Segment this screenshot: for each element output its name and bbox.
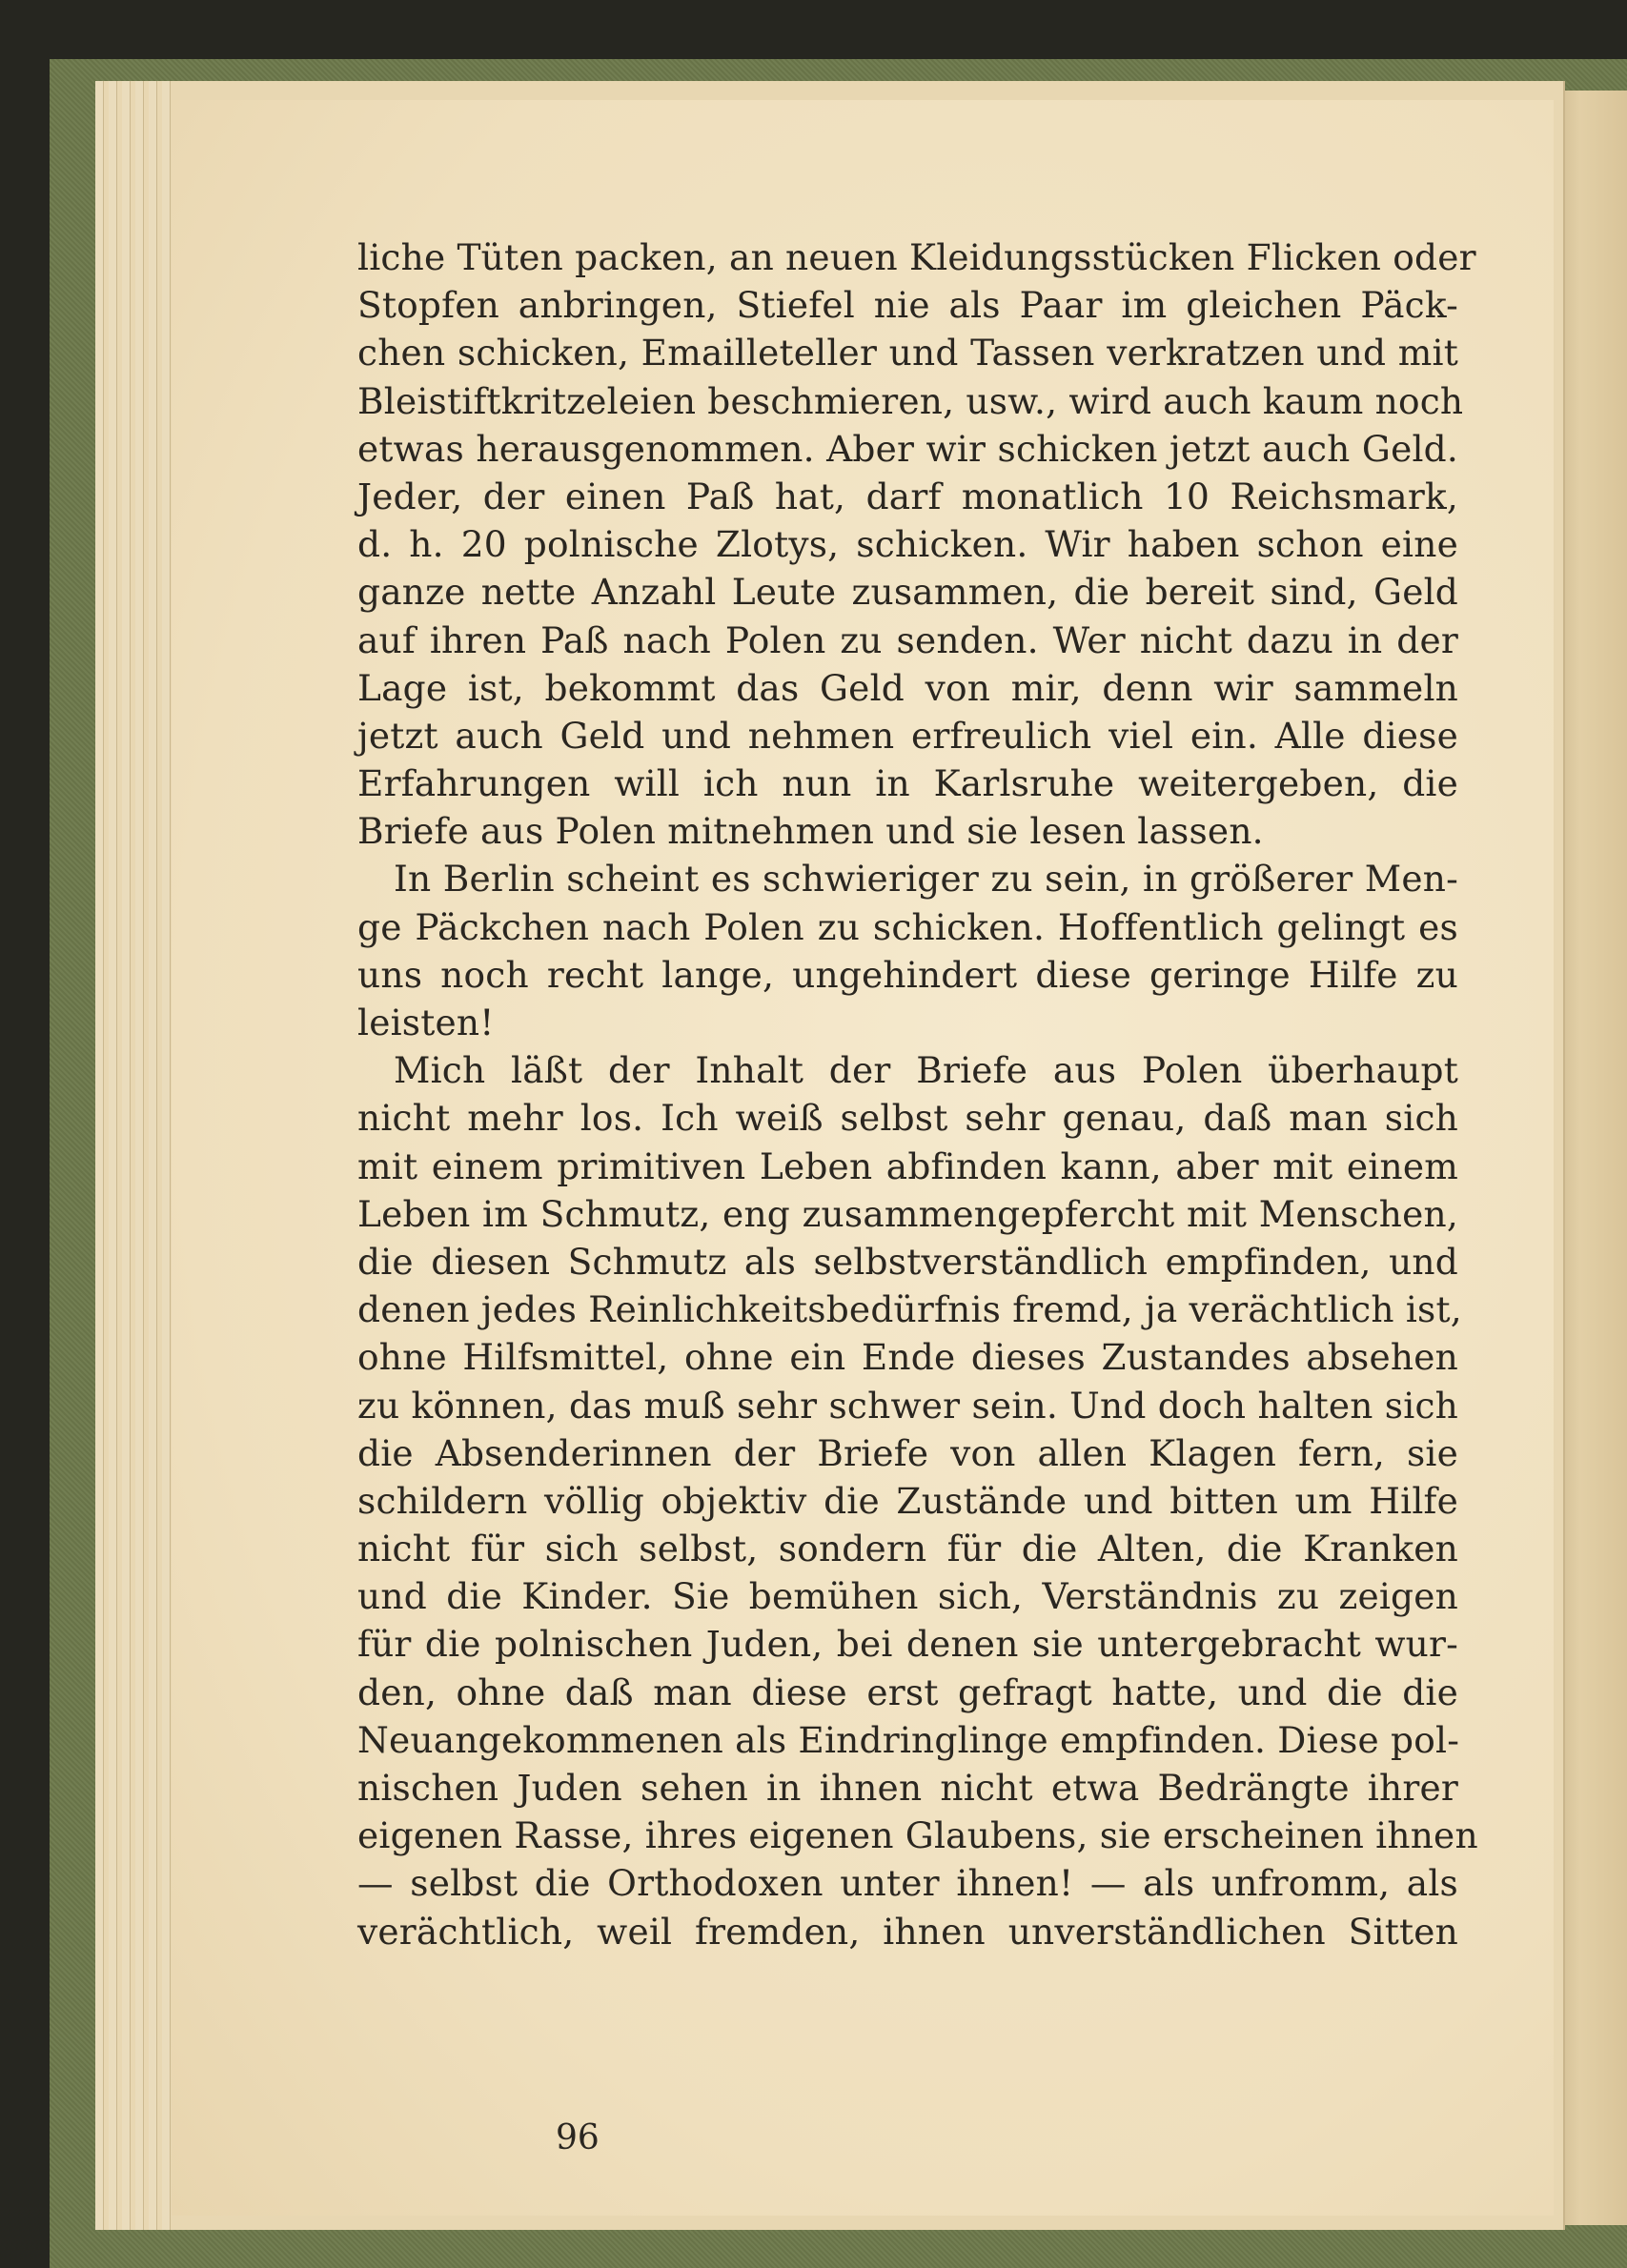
- page-edge: [162, 81, 171, 2230]
- text-line: ganze nette Anzahl Leute zusammen, die bereit sind, Geld: [357, 571, 1458, 614]
- text-line: und die Kinder. Sie bemühen sich, Verständnis zu zeigen: [357, 1575, 1458, 1618]
- text-line: In Berlin scheint es schwieriger zu sein, in größerer Men-: [394, 858, 1458, 901]
- page-number: 96: [556, 2118, 600, 2157]
- text-line: eigenen Rasse, ihres eigenen Glaubens, sie erscheinen ihnen: [357, 1814, 1478, 1857]
- text-line: ohne Hilfsmittel, ohne ein Ende dieses Zustandes absehen: [357, 1336, 1458, 1379]
- text-line: Mich läßt der Inhalt der Briefe aus Polen überhaupt: [394, 1049, 1458, 1092]
- text-line: verächtlich, weil fremden, ihnen unverständlichen Sitten: [357, 1910, 1458, 1953]
- text-line: nischen Juden sehen in ihnen nicht etwa Bedrängte ihrer: [357, 1767, 1458, 1809]
- text-line: den, ohne daß man diese erst gefragt hatte, und die die: [357, 1671, 1458, 1713]
- text-line: nicht für sich selbst, sondern für die Alten, die Kranken: [357, 1528, 1458, 1570]
- text-line: d. h. 20 polnische Zlotys, schicken. Wir haben schon eine: [357, 523, 1458, 566]
- text-line: liche Tüten packen, an neuen Kleidungsstücken Flicken oder: [357, 236, 1476, 278]
- text-line: die Absenderinnen der Briefe von allen Klagen fern, sie: [357, 1431, 1458, 1474]
- text-line: — selbst die Orthodoxen unter ihnen! — als unfromm, als: [357, 1862, 1458, 1905]
- text-line: denen jedes Reinlichkeitsbedürfnis fremd, ja verächtlich ist,: [357, 1288, 1462, 1331]
- page-edge: [122, 81, 131, 2230]
- text-line: leisten!: [357, 1002, 495, 1043]
- page-edge: [95, 81, 104, 2230]
- text-line: für die polnischen Juden, bei denen sie untergebracht wur-: [357, 1623, 1458, 1666]
- page-edge: [109, 81, 117, 2230]
- text-line: Bleistiftkritzeleien beschmieren, usw., wird auch kaum noch: [357, 379, 1464, 422]
- text-line: schildern völlig objektiv die Zustände und bitten um Hilfe: [357, 1479, 1458, 1522]
- text-line: die diesen Schmutz als selbstverständlich empfinden, und: [357, 1240, 1458, 1283]
- page-body-text: [357, 233, 1478, 1955]
- text-line: auf ihren Paß nach Polen zu senden. Wer nicht dazu in der: [357, 618, 1458, 661]
- page-edge: [149, 81, 157, 2230]
- text-line: ge Päckchen nach Polen zu schicken. Hoffentlich gelingt es: [357, 905, 1458, 948]
- page-edge: [135, 81, 144, 2230]
- text-line: Erfahrungen will ich nun in Karlsruhe weitergeben, die: [357, 762, 1458, 805]
- text-line: Leben im Schmutz, eng zusammengepfercht mit Menschen,: [357, 1192, 1458, 1235]
- text-line: Neuangekommenen als Eindringlinge empfinden. Diese pol-: [357, 1718, 1460, 1761]
- text-line: etwas herausgenommen. Aber wir schicken jetzt auch Geld.: [357, 427, 1458, 470]
- text-line: jetzt auch Geld und nehmen erfreulich viel ein. Alle diese: [357, 714, 1458, 757]
- text-line: chen schicken, Emailleteller und Tassen verkratzen und mit: [357, 332, 1458, 375]
- text-line: Briefe aus Polen mitnehmen und sie lesen lassen.: [357, 810, 1264, 853]
- text-line: mit einem primitiven Leben abfinden kann, aber mit einem: [357, 1144, 1458, 1187]
- book-page: [172, 100, 1554, 2216]
- text-line: Stopfen anbringen, Stiefel nie als Paar im gleichen Päck-: [357, 284, 1458, 327]
- text-line: zu können, das muß sehr schwer sein. Und doch halten sich: [357, 1384, 1458, 1427]
- text-line: nicht mehr los. Ich weiß selbst sehr genau, daß man sich: [357, 1097, 1458, 1140]
- text-line: uns noch recht lange, ungehindert diese geringe Hilfe zu: [357, 953, 1458, 996]
- text-line: Lage ist, bekommt das Geld von mir, denn wir sammeln: [357, 666, 1458, 709]
- text-line: Jeder, der einen Paß hat, darf monatlich 10 Reichsmark,: [357, 475, 1458, 517]
